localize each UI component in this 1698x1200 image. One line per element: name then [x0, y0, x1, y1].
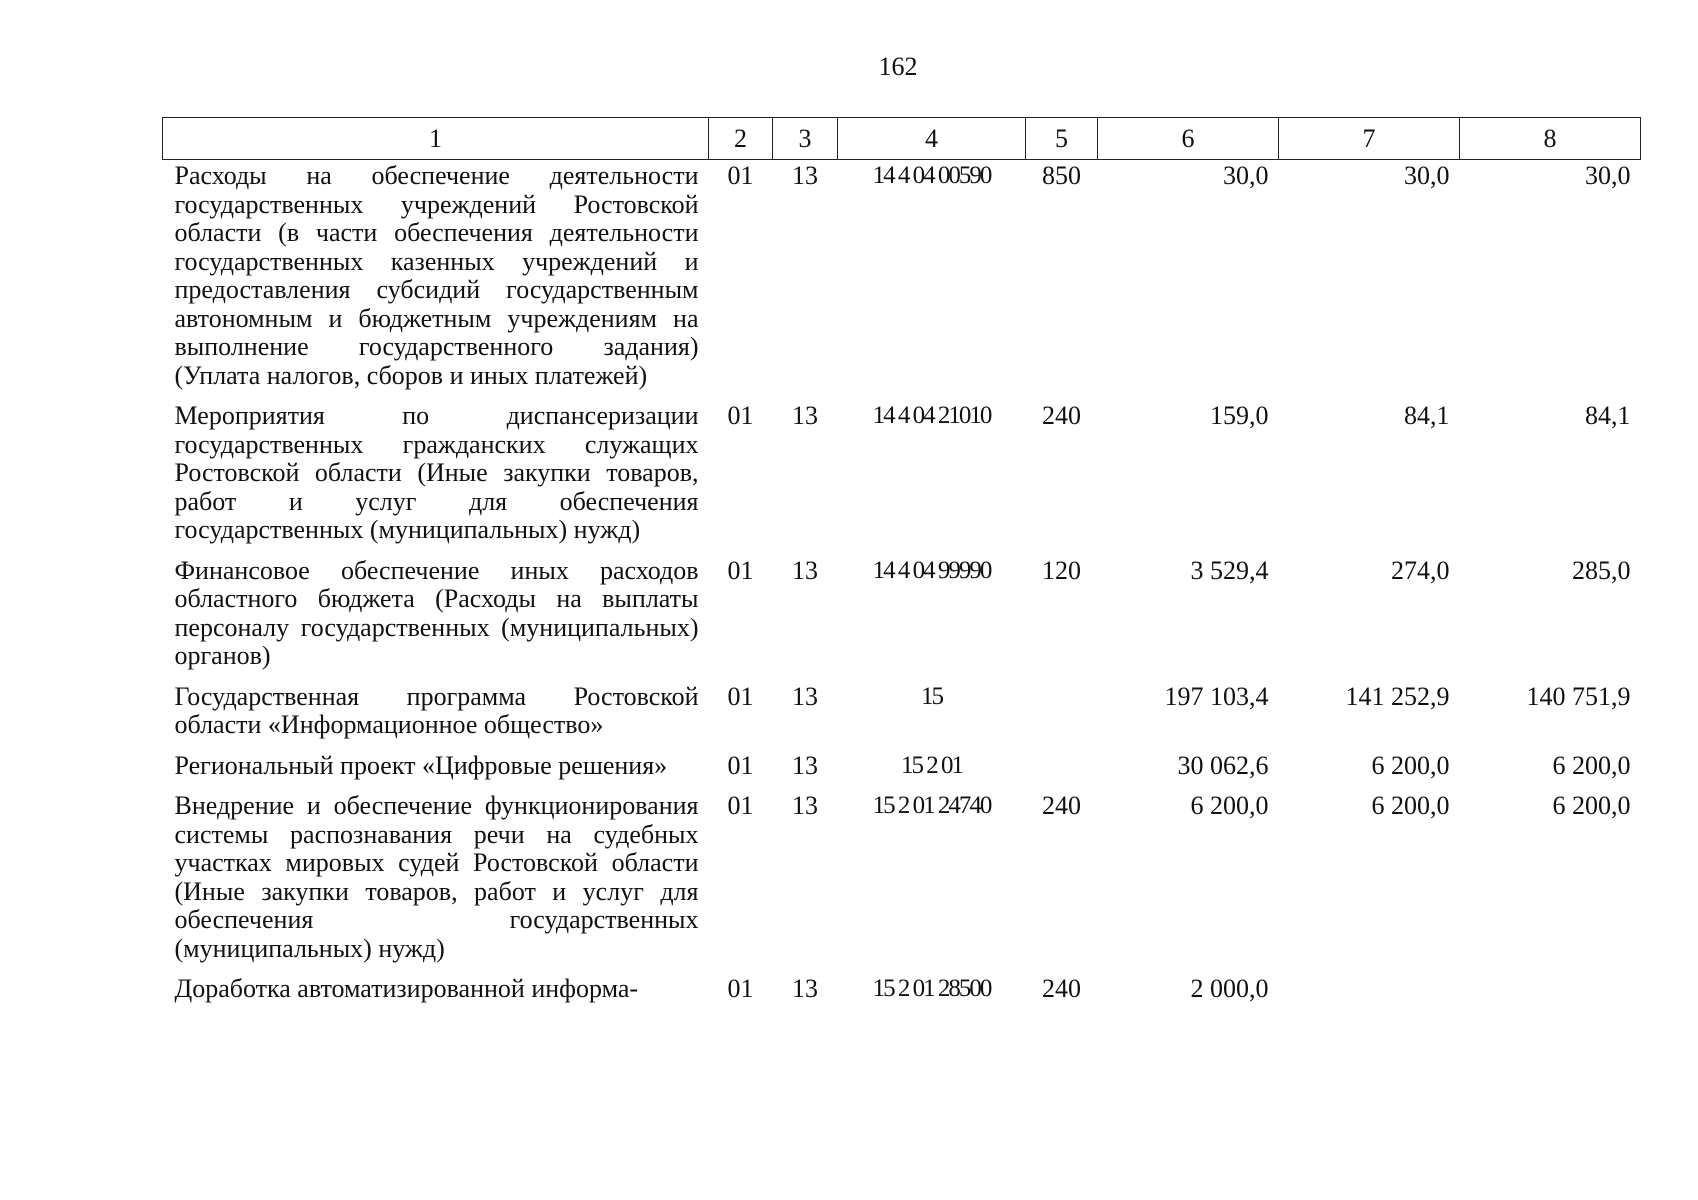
expense-type-code [1026, 683, 1098, 752]
subsection-code: 13 [792, 161, 818, 190]
column-header: 1 [163, 118, 709, 160]
amount-column-8: 6 200,0 [1552, 791, 1631, 820]
subsection-code: 13 [792, 974, 818, 1003]
expense-name: Государственная программа Ростовской области «Информационное общество» [174, 681, 699, 739]
section-code: 01 [727, 401, 754, 430]
target-article-code: 14 4 04 00590 [872, 162, 991, 189]
amount-column-6: 2 000,0 [1190, 974, 1269, 1003]
expense-type-code: 240 [1042, 401, 1081, 430]
table-header-row [163, 118, 1641, 160]
amount-column-7: 6 200,0 [1371, 791, 1450, 820]
amount-column-8: 6 200,0 [1552, 750, 1631, 780]
amount-column-6: 197 103,4 [1164, 681, 1269, 711]
table-row [163, 975, 1641, 1016]
section-code: 01 [727, 974, 754, 1003]
budget-table [162, 117, 1641, 1016]
amount-column-8: 140 751,9 [1526, 681, 1631, 711]
expense-type-code: 240 [1042, 791, 1081, 820]
column-header: 3 [773, 118, 838, 160]
expense-type-code: 120 [1042, 555, 1081, 585]
target-article-code: 15 2 01 24740 [872, 792, 991, 819]
amount-column-7: 141 252,9 [1345, 681, 1450, 711]
column-header: 6 [1098, 118, 1279, 160]
section-code: 01 [727, 161, 754, 190]
amount-column-6: 30,0 [1223, 161, 1269, 190]
amount-column-6: 3 529,4 [1190, 555, 1269, 585]
expense-name: Доработка автоматизированной информа- [174, 974, 639, 1003]
target-article-code: 14 4 04 99990 [872, 556, 991, 584]
subsection-code: 13 [792, 401, 818, 430]
expense-name: Мероприятия по диспансеризации государственных гражданских служащих Ростовской области (Иные закупки товаров, работ и услуг для обеспечения государственных (муниципальных) нужд) [174, 401, 699, 544]
target-article-code: 15 2 01 [901, 751, 962, 779]
section-code: 01 [727, 681, 754, 711]
expense-name: Расходы на обеспечение деятельности государственных учреждений Ростовской области (в части обеспечения деятельности государственных казенных учреждений и предоставления субсидий государственным автономным и бюджетным учреждениям на выполнение государственного задания) (Уплата налогов, сборов и иных платежей) [174, 161, 699, 390]
amount-column-7: 30,0 [1404, 161, 1450, 190]
amount-column-8: 84,1 [1585, 401, 1631, 430]
page-number: 162 [878, 52, 918, 81]
expense-type-code: 240 [1042, 974, 1081, 1003]
amount-column-8 [1460, 975, 1641, 1016]
column-header: 7 [1279, 118, 1460, 160]
expense-type-code [1026, 752, 1098, 793]
table-row [163, 557, 1641, 683]
amount-column-8: 30,0 [1585, 161, 1631, 190]
amount-column-7: 274,0 [1391, 555, 1450, 585]
column-header: 2 [709, 118, 773, 160]
column-header: 8 [1460, 118, 1641, 160]
expense-name: Финансовое обеспечение иных расходов областного бюджета (Расходы на выплаты персоналу государственных (муниципальных) органов) [174, 555, 699, 670]
subsection-code: 13 [792, 791, 818, 820]
subsection-code: 13 [792, 681, 818, 711]
amount-column-6: 6 200,0 [1190, 791, 1269, 820]
target-article-code: 14 4 04 21010 [872, 402, 991, 429]
expense-name: Внедрение и обеспечение функционирования системы распознавания речи на судебных участках мировых судей Ростовской области (Иные закупки товаров, работ и услуг для обеспечения государственных (муниципальных) нужд) [174, 791, 699, 963]
target-article-code: 15 2 01 28500 [872, 975, 991, 1002]
expense-type-code: 850 [1042, 161, 1081, 190]
amount-column-7: 6 200,0 [1371, 750, 1450, 780]
amount-column-7: 84,1 [1404, 401, 1450, 430]
table-row [163, 402, 1641, 557]
expense-name: Региональный проект «Цифровые решения» [174, 750, 668, 780]
amount-column-8: 285,0 [1572, 555, 1631, 585]
table-row [163, 683, 1641, 752]
table-row [163, 160, 1641, 403]
amount-column-7 [1279, 975, 1460, 1016]
amount-column-6: 30 062,6 [1177, 750, 1269, 780]
table-row [163, 752, 1641, 793]
table-row [163, 792, 1641, 975]
section-code: 01 [727, 791, 754, 820]
column-header: 5 [1026, 118, 1098, 160]
section-code: 01 [727, 750, 754, 780]
target-article-code: 15 [921, 682, 942, 710]
amount-column-6: 159,0 [1210, 401, 1269, 430]
subsection-code: 13 [792, 555, 818, 585]
subsection-code: 13 [792, 750, 818, 780]
section-code: 01 [727, 555, 754, 585]
column-header: 4 [838, 118, 1026, 160]
